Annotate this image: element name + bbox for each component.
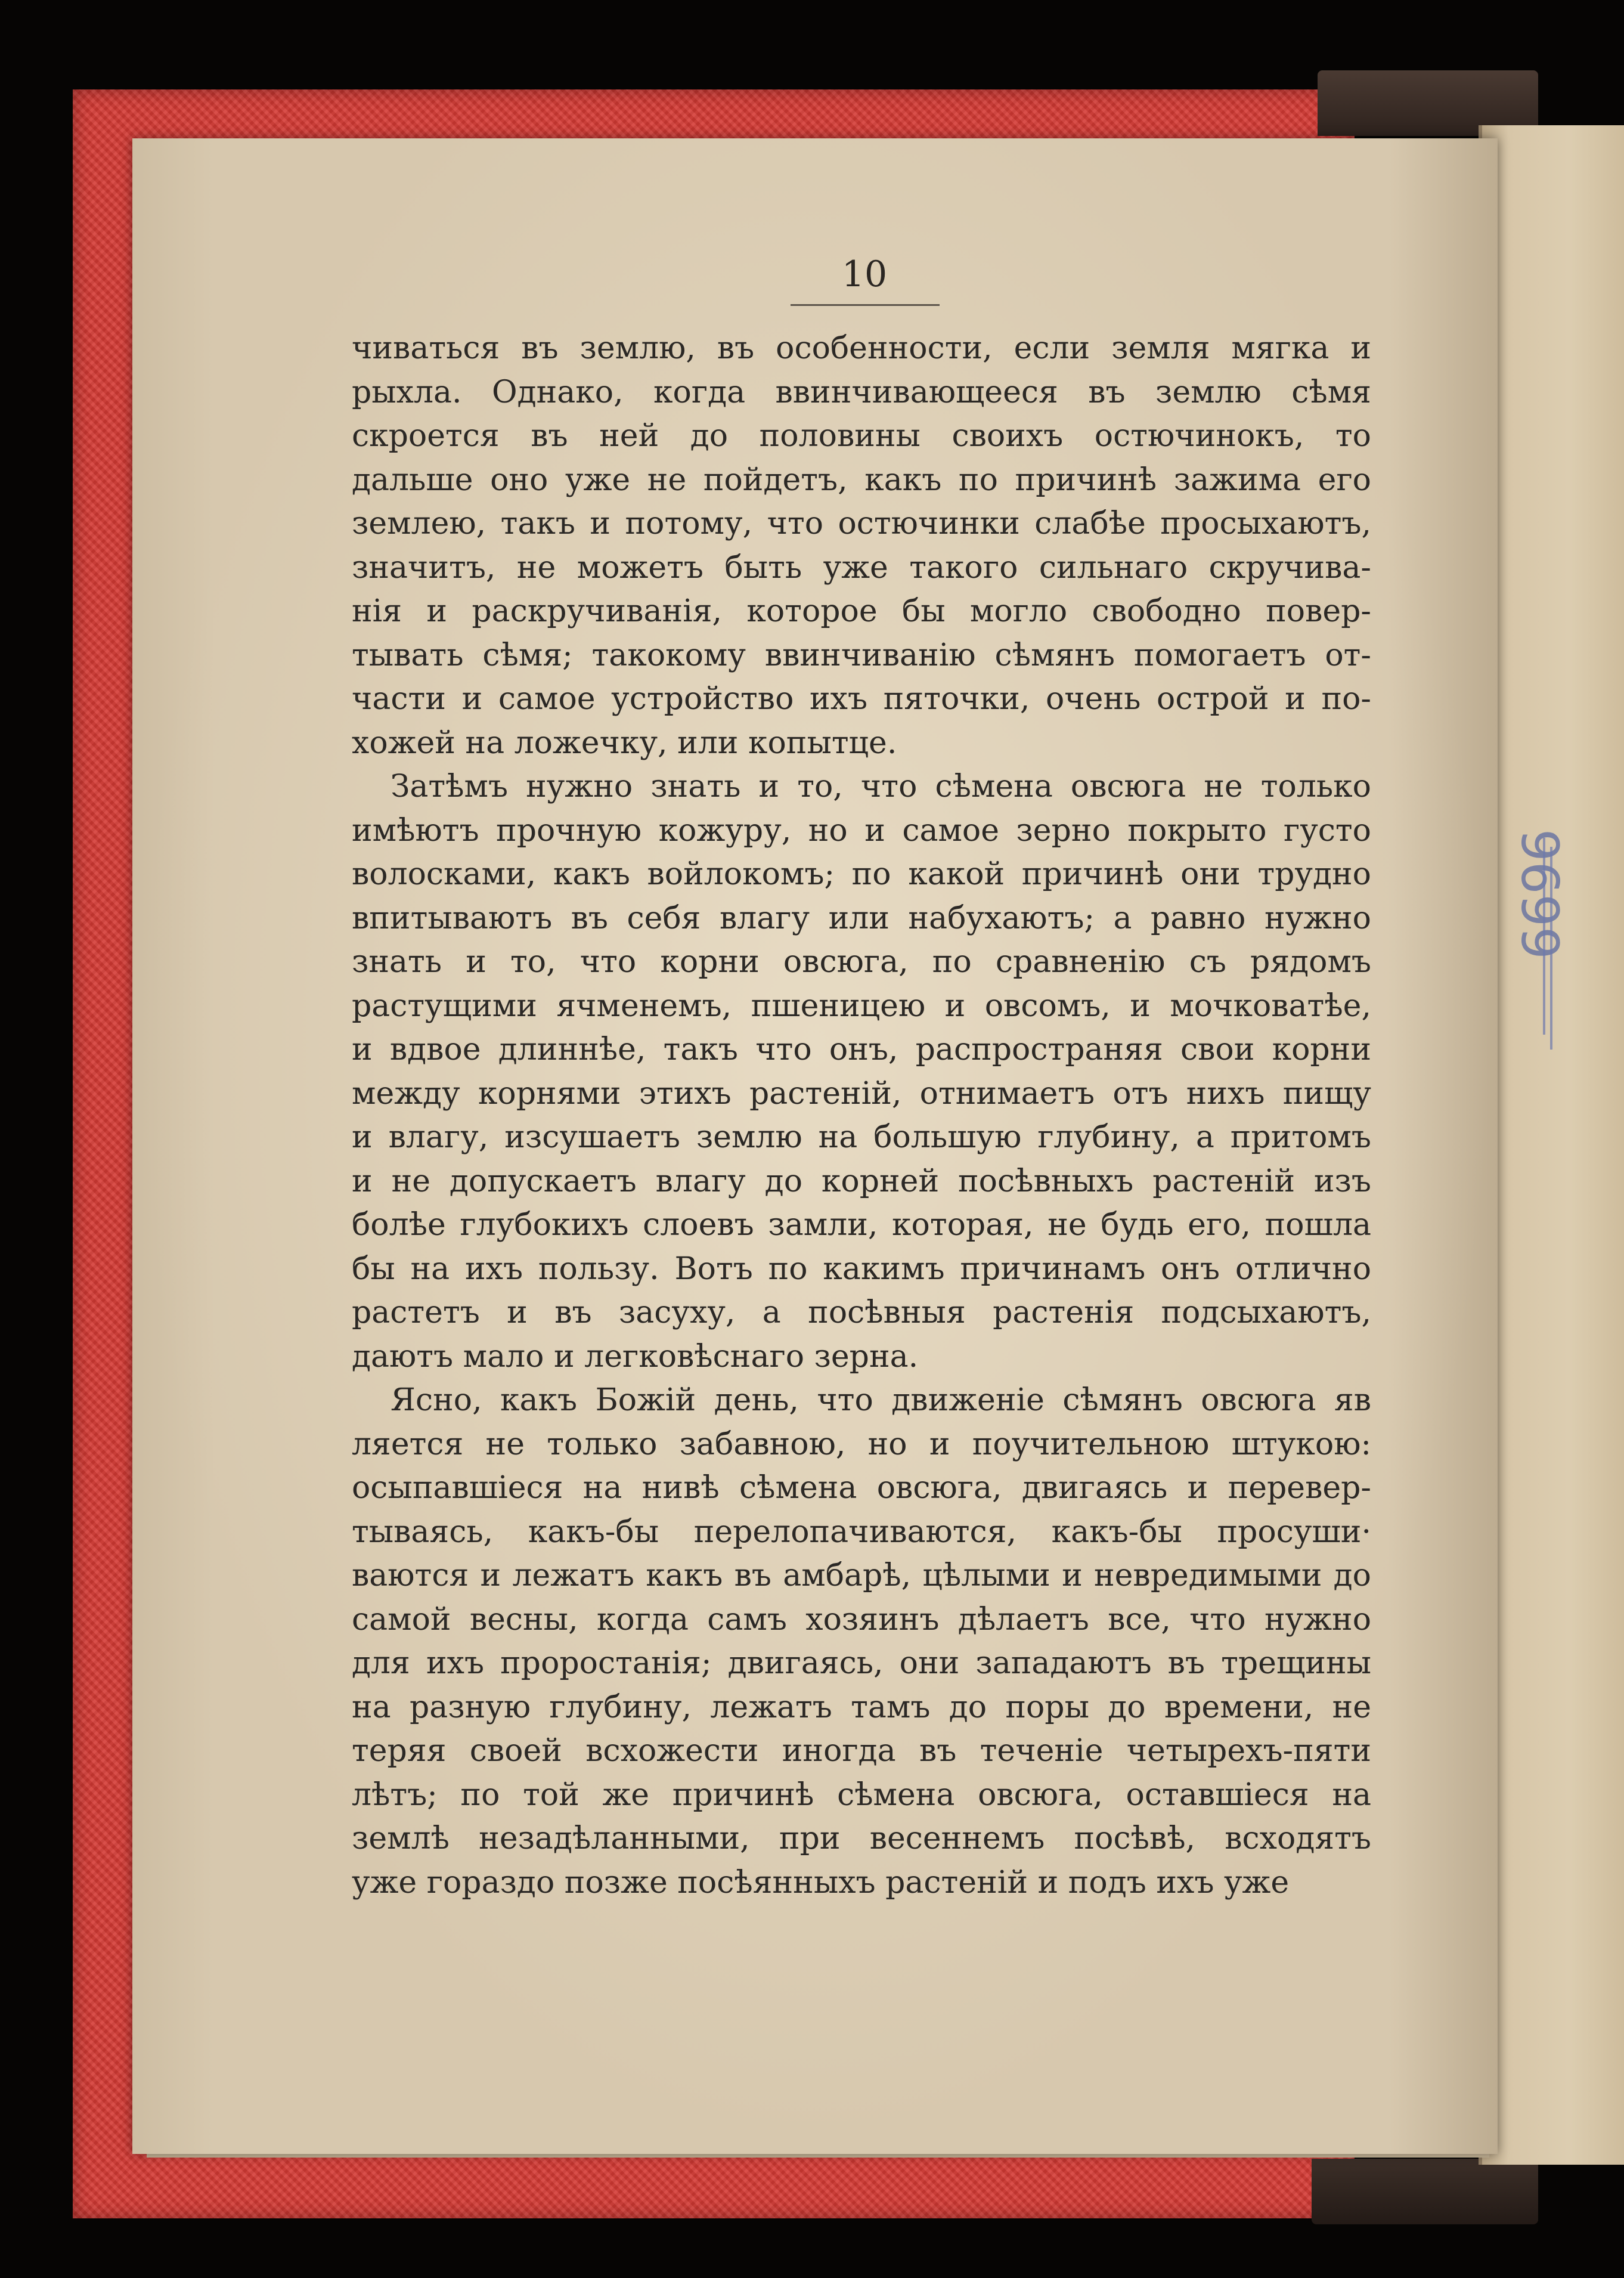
text-line: Затѣмъ нужно знать и то, что сѣмена овсюга не только: [390, 769, 1371, 804]
page-text: [352, 327, 1371, 1905]
text-line: растетъ и въ засуху, а посѣвныя растенія подсыхаютъ,: [352, 1295, 1371, 1330]
paragraph: [352, 1379, 1371, 1905]
text-line: Ясно, какъ Божій день, что движеніе сѣмянъ овсюга яв: [390, 1382, 1371, 1418]
paragraph: [352, 327, 1371, 765]
text-line: и влагу, изсушаетъ землю на большую глубину, а притомъ: [352, 1119, 1371, 1155]
text-line: осыпавшіеся на нивѣ сѣмена овсюга, двигаясь и перевер-: [352, 1470, 1371, 1506]
page-number: 10: [841, 253, 888, 295]
text-line: тывать сѣмя; такокому ввинчиванію сѣмянъ помогаетъ от-: [352, 637, 1371, 673]
text-line: части и самое устройство ихъ пяточки, очень острой и по-: [352, 681, 1371, 717]
text-line: теряя своей всхожести иногда въ теченіе четырехъ-пяти: [352, 1733, 1371, 1769]
text-line: нія и раскручиванія, которое бы могло свободно повер-: [352, 593, 1371, 629]
text-line: болѣе глубокихъ слоевъ замли, которая, не будь его, пошла: [352, 1207, 1371, 1243]
text-line: и не допускаетъ влагу до корней посѣвныхъ растеній изъ: [352, 1163, 1371, 1199]
text-line: скроется въ ней до половины своихъ остючинокъ, то: [352, 418, 1371, 454]
text-line: для ихъ проростанія; двигаясь, они западаютъ въ трещины: [352, 1645, 1371, 1681]
text-line: волосками, какъ войлокомъ; по какой причинѣ они трудно: [352, 856, 1371, 892]
text-line: имѣютъ прочную кожуру, но и самое зерно покрыто густо: [352, 812, 1371, 849]
text-line: ляется не только забавною, но и поучительною штукою:: [352, 1426, 1371, 1462]
text-line: лѣтъ; по той же причинѣ сѣмена овсюга, оставшіеся на: [352, 1776, 1371, 1813]
text-line: хожей на ложечку, или копытце.: [352, 725, 897, 761]
pencil-line: [1550, 847, 1552, 1050]
page-number-rule: [791, 304, 940, 306]
text-line: и вдвое длиннѣе, такъ что онъ, распространяя свои корни: [352, 1032, 1371, 1067]
text-line: тываясь, какъ-бы перелопачиваются, какъ-бы просуши·: [352, 1513, 1371, 1550]
text-line: впитываютъ въ себя влагу или набухаютъ; а равно нужно: [352, 900, 1371, 936]
text-line: чиваться въ землю, въ особенности, если земля мягка и: [352, 330, 1371, 366]
text-line: ваются и лежатъ какъ въ амбарѣ, цѣлыми и невредимыми до: [352, 1558, 1371, 1593]
text-line: значитъ, не можетъ быть уже такого сильнаго скручива-: [352, 549, 1371, 586]
text-line: землею, такъ и потому, что остючинки слабѣе просыхаютъ,: [352, 506, 1371, 541]
text-line: уже гораздо позже посѣянныхъ растеній и подъ ихъ уже: [352, 1864, 1290, 1901]
text-line: на разную глубину, лежатъ тамъ до поры до времени, не: [352, 1689, 1371, 1725]
text-line: землѣ незадѣланными, при весеннемъ посѣвѣ, всходятъ: [352, 1821, 1371, 1856]
next-page-edge: [1479, 125, 1624, 2165]
text-line: самой весны, когда самъ хозяинъ дѣлаетъ все, что нужно: [352, 1601, 1371, 1638]
text-line: дальше оно уже не пойдетъ, какъ по причинѣ зажима его: [352, 462, 1371, 498]
pencil-line: [1543, 838, 1545, 1035]
text-line: даютъ мало и легковѣснаго зерна.: [352, 1338, 919, 1375]
paragraph: [352, 765, 1371, 1379]
book-spine-bottom: [1312, 2159, 1538, 2224]
text-line: между корнями этихъ растеній, отнимаетъ отъ нихъ пищу: [352, 1075, 1371, 1112]
text-line: бы на ихъ пользу. Вотъ по какимъ причинамъ онъ отлично: [352, 1251, 1371, 1287]
text-line: знать и то, что корни овсюга, по сравненію съ рядомъ: [352, 944, 1371, 980]
text-line: рыхла. Однако, когда ввинчивающееся въ землю сѣмя: [352, 374, 1371, 410]
text-line: растущими ячменемъ, пшеницею и овсомъ, и мочковатѣе,: [352, 988, 1371, 1024]
